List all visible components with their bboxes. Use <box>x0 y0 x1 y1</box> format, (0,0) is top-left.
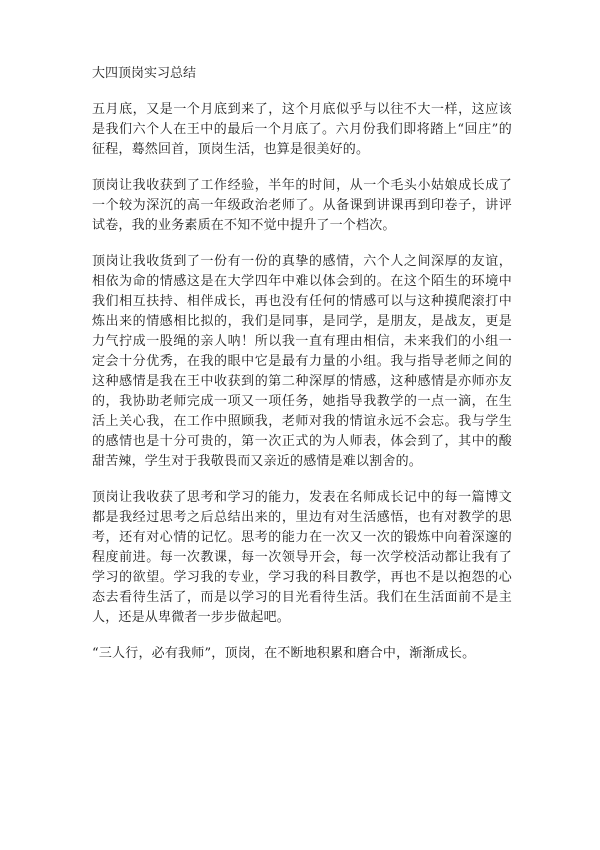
document-page <box>92 64 512 680</box>
document-title: 大四顶岗实习总结 <box>92 66 197 81</box>
paragraph-3: 顶岗让我收货到了一份有一份的真挚的感情，六个人之间深厚的友谊，相依为命的情感这是在大学四年中难以体会到的。在这个陌生的环境中我们相互扶持、相伴成长，再也没有任何的情感可以与这种摸爬滚打中炼出来的情感相比拟的，我们是同事，是同学，是朋友，是战友，更是力气拧成一股绳的亲人呐！所以我一直有理由相信，未来我们的小组一定会十分优秀，在我的眼中它是最有力量的小组。我与指导老师之间的这种感情是我在王中收获到的第二种深厚的情感，这种感情是亦师亦友的，我协助老师完成一项又一项任务，她指导我教学的一点一滴，在生活上关心我，在工作中照顾我，老师对我的情谊永远不会忘。我与学生的感情也是十分可贵的，第一次正式的为人师表，体会到了，其中的酸甜苦辣，学生对于我敬畏而又亲近的感情是难以割舍的。 <box>92 254 512 469</box>
paragraph-1: 五月底，又是一个月底到来了，这个月底似乎与以往不大一样，这应该是我们六个人在王中的最后一个月底了。六月份我们即将踏上“回庄”的征程，蓦然回首，顶岗生活，也算是很美好的。 <box>92 102 512 157</box>
paragraph-5: “三人行，必有我师”，顶岗，在不断地积累和磨合中，渐渐成长。 <box>92 646 476 661</box>
paragraph-2: 顶岗让我收获到了工作经验，半年的时间，从一个毛头小姑娘成长成了一个较为深沉的高一年级政治老师了。从备课到讲课再到印卷子，讲评试卷，我的业务素质在不知不觉中提升了一个档次。 <box>92 178 512 233</box>
paragraph-4: 顶岗让我收获了思考和学习的能力，发表在名师成长记中的每一篇博文都是我经过思考之后总结出来的，里边有对生活感悟，也有对教学的思考，还有对心情的记忆。思考的能力在一次又一次的锻炼中向着深邃的程度前进。每一次教课，每一次领导开会，每一次学校活动都让我有了学习的欲望。学习我的专业，学习我的科目教学，再也不是以抱怨的心态去看待生活了，而是以学习的目光看待生活。我们在生活面前不是主人，还是从卑微者一步步做起吧。 <box>92 490 512 625</box>
